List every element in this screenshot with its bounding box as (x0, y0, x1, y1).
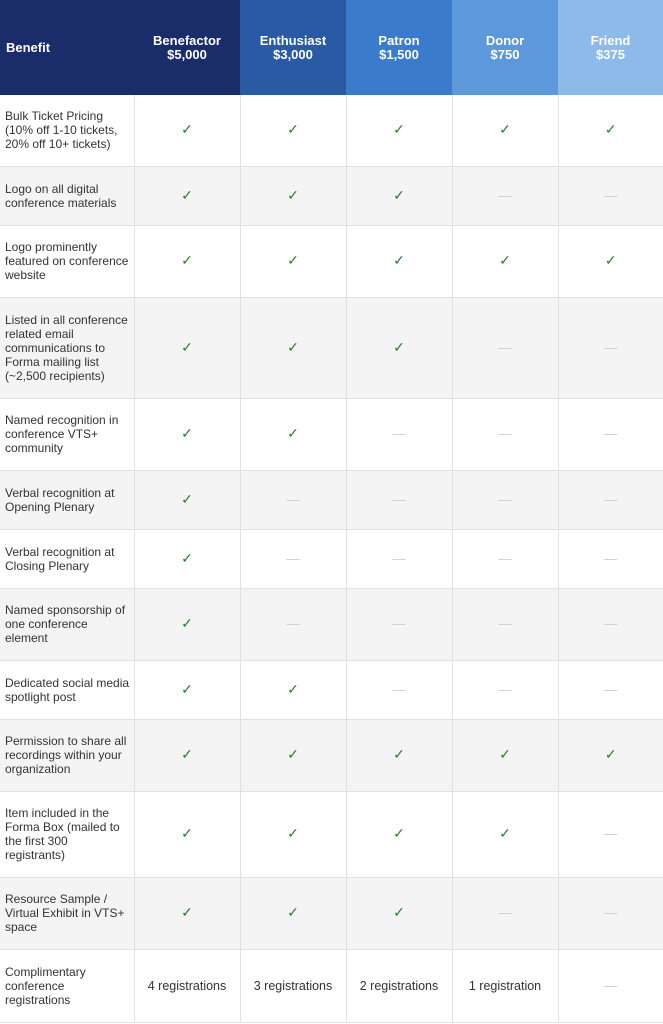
tier-cell (452, 719, 558, 791)
tier-cell (134, 297, 240, 398)
benefit-label: Bulk Ticket Pricing (10% off 1-10 tickets, 20% off 10+ tickets) (0, 95, 134, 166)
dash-icon: — (392, 681, 406, 697)
tier-name: Enthusiast (259, 32, 327, 48)
tier-cell (134, 225, 240, 297)
check-icon: ✓ (181, 121, 193, 138)
check-icon: ✓ (287, 252, 299, 268)
check-icon: ✓ (499, 825, 511, 841)
dash-icon: — (604, 339, 618, 355)
tier-cell (558, 95, 663, 166)
benefit-label: Dedicated social media spotlight post (0, 660, 134, 719)
dash-icon: — (498, 905, 512, 920)
check-icon: ✓ (181, 615, 193, 631)
dash-icon: — (604, 905, 618, 920)
check-icon: ✓ (604, 746, 617, 762)
tier-cell (134, 166, 240, 225)
tier-header-enthusiast (240, 0, 346, 95)
benefit-label: Verbal recognition at Closing Plenary (0, 529, 134, 588)
tier-header-friend (558, 0, 663, 95)
dash-icon: — (286, 616, 300, 631)
tier-cell (558, 877, 663, 949)
tier-cell (558, 660, 663, 719)
check-icon: ✓ (287, 904, 299, 920)
check-icon: ✓ (181, 904, 193, 920)
tier-cell (134, 719, 240, 791)
tier-cell (558, 949, 663, 1022)
tier-cell (134, 660, 240, 719)
tier-cell (240, 398, 346, 470)
tier-name: Benefactor (153, 32, 221, 48)
dash-icon: — (604, 187, 618, 203)
tier-cell (346, 949, 452, 1022)
table-row (0, 95, 663, 166)
check-icon: ✓ (287, 425, 299, 441)
table-row (0, 297, 663, 398)
registration-count: 1 registration (468, 978, 542, 993)
benefit-label: Listed in all conference related email communications to Forma mailing list (~2,500 recipients) (0, 297, 134, 398)
tier-cell (134, 588, 240, 660)
dash-icon: — (604, 977, 618, 993)
tier-cell (452, 529, 558, 588)
table-row (0, 949, 663, 1022)
tier-cell (558, 470, 663, 529)
tier-cell (452, 949, 558, 1022)
table-row (0, 225, 663, 297)
tier-name: Patron (378, 32, 420, 48)
table-row (0, 588, 663, 660)
check-icon: ✓ (181, 825, 193, 841)
check-icon: ✓ (287, 825, 299, 841)
check-icon: ✓ (287, 680, 299, 697)
benefits-body (0, 95, 663, 1022)
tier-price: $3,000 (273, 46, 313, 62)
check-icon: ✓ (499, 252, 511, 268)
benefit-label: Logo prominently featured on conference website (0, 225, 134, 297)
check-icon: ✓ (393, 746, 405, 762)
registration-count: 4 registrations (147, 978, 227, 993)
tier-cell (240, 225, 346, 297)
tier-cell (452, 791, 558, 877)
tier-cell (240, 470, 346, 529)
benefit-column-header: Benefit (0, 0, 134, 95)
tier-cell (452, 297, 558, 398)
dash-icon: — (392, 491, 406, 507)
dash-icon: — (392, 616, 406, 631)
tier-cell (558, 719, 663, 791)
tier-cell (346, 470, 452, 529)
tier-cell (240, 719, 346, 791)
tier-cell (558, 398, 663, 470)
tier-cell (346, 95, 452, 166)
dash-icon: — (604, 681, 618, 697)
tier-cell (558, 225, 663, 297)
tier-cell (346, 877, 452, 949)
dash-icon: — (286, 550, 300, 566)
tier-cell (346, 225, 452, 297)
tier-cell (134, 949, 240, 1022)
tier-cell (240, 791, 346, 877)
tier-cell (346, 660, 452, 719)
tier-cell (240, 297, 346, 398)
tier-price: $750 (490, 46, 520, 62)
check-icon: ✓ (393, 825, 405, 841)
check-icon: ✓ (181, 490, 193, 507)
benefit-label: Item included in the Forma Box (mailed to the first 300 registrants) (0, 791, 134, 877)
tier-cell (452, 877, 558, 949)
check-icon: ✓ (287, 121, 299, 138)
check-icon: ✓ (287, 186, 299, 203)
check-icon: ✓ (181, 252, 193, 268)
check-icon: ✓ (393, 252, 405, 268)
header-row (0, 0, 663, 95)
tier-cell (240, 588, 346, 660)
tier-price: $375 (596, 46, 625, 62)
dash-icon: — (604, 550, 618, 566)
table-row (0, 166, 663, 225)
tier-cell (558, 588, 663, 660)
benefit-label: Verbal recognition at Opening Plenary (0, 470, 134, 529)
tier-header-patron (346, 0, 452, 95)
check-icon: ✓ (181, 338, 193, 355)
benefit-label: Logo on all digital conference materials (0, 166, 134, 225)
tier-cell (134, 791, 240, 877)
tier-cell (346, 398, 452, 470)
tier-cell (240, 166, 346, 225)
tier-cell (346, 791, 452, 877)
tier-header-donor (452, 0, 558, 95)
check-icon: ✓ (604, 252, 617, 268)
tier-cell (240, 660, 346, 719)
tier-cell (558, 529, 663, 588)
tier-header-benefactor (134, 0, 240, 95)
tier-cell (558, 791, 663, 877)
check-icon: ✓ (181, 186, 193, 203)
check-icon: ✓ (604, 121, 617, 138)
check-icon: ✓ (181, 680, 193, 697)
dash-icon: — (498, 491, 512, 507)
tier-cell (240, 877, 346, 949)
tier-cell (452, 660, 558, 719)
tier-cell (240, 95, 346, 166)
tier-cell (134, 95, 240, 166)
check-icon: ✓ (393, 904, 405, 920)
benefit-label: Permission to share all recordings within your organization (0, 719, 134, 791)
tier-cell (346, 166, 452, 225)
dash-icon: — (604, 426, 618, 441)
tier-cell (452, 398, 558, 470)
tier-price: $5,000 (167, 46, 207, 62)
dash-icon: — (498, 187, 512, 203)
dash-icon: — (392, 426, 406, 441)
tier-cell (558, 166, 663, 225)
benefit-label: Named sponsorship of one conference element (0, 588, 134, 660)
tier-cell (452, 225, 558, 297)
tier-cell (452, 166, 558, 225)
benefit-label: Named recognition in conference VTS+ community (0, 398, 134, 470)
tier-cell (452, 470, 558, 529)
check-icon: ✓ (499, 121, 511, 138)
tier-cell (346, 529, 452, 588)
check-icon: ✓ (393, 121, 405, 138)
tier-price: $1,500 (379, 46, 419, 62)
check-icon: ✓ (393, 186, 405, 203)
dash-icon: — (604, 491, 618, 507)
dash-icon: — (392, 550, 406, 566)
table-row (0, 529, 663, 588)
tier-cell (346, 588, 452, 660)
tier-cell (134, 877, 240, 949)
dash-icon: — (498, 681, 512, 697)
dash-icon: — (604, 826, 618, 841)
table-row (0, 470, 663, 529)
tier-cell (134, 470, 240, 529)
dash-icon: — (498, 550, 512, 566)
tier-cell (240, 529, 346, 588)
tier-name: Donor (485, 32, 525, 48)
table-row (0, 877, 663, 949)
tier-cell (134, 398, 240, 470)
table-row (0, 660, 663, 719)
check-icon: ✓ (499, 746, 511, 762)
check-icon: ✓ (287, 338, 299, 355)
tier-cell (240, 949, 346, 1022)
dash-icon: — (286, 491, 300, 507)
tier-cell (558, 297, 663, 398)
table-row (0, 719, 663, 791)
benefit-label: Complimentary conference registrations (0, 949, 134, 1022)
dash-icon: — (498, 339, 512, 355)
check-icon: ✓ (287, 746, 299, 762)
table-row (0, 791, 663, 877)
tier-cell (346, 297, 452, 398)
tier-cell (134, 529, 240, 588)
dash-icon: — (498, 426, 512, 441)
registration-count: 2 registrations (359, 978, 439, 993)
dash-icon: — (604, 616, 618, 631)
tier-name: Friend (590, 32, 631, 48)
check-icon: ✓ (181, 746, 193, 762)
check-icon: ✓ (393, 338, 405, 355)
tier-cell (452, 95, 558, 166)
tier-cell (452, 588, 558, 660)
tier-cell (346, 719, 452, 791)
check-icon: ✓ (181, 549, 193, 566)
dash-icon: — (498, 616, 512, 631)
registration-count: 3 registrations (253, 978, 333, 993)
benefit-label: Resource Sample / Virtual Exhibit in VTS+ space (0, 877, 134, 949)
check-icon: ✓ (181, 425, 193, 441)
table-row (0, 398, 663, 470)
